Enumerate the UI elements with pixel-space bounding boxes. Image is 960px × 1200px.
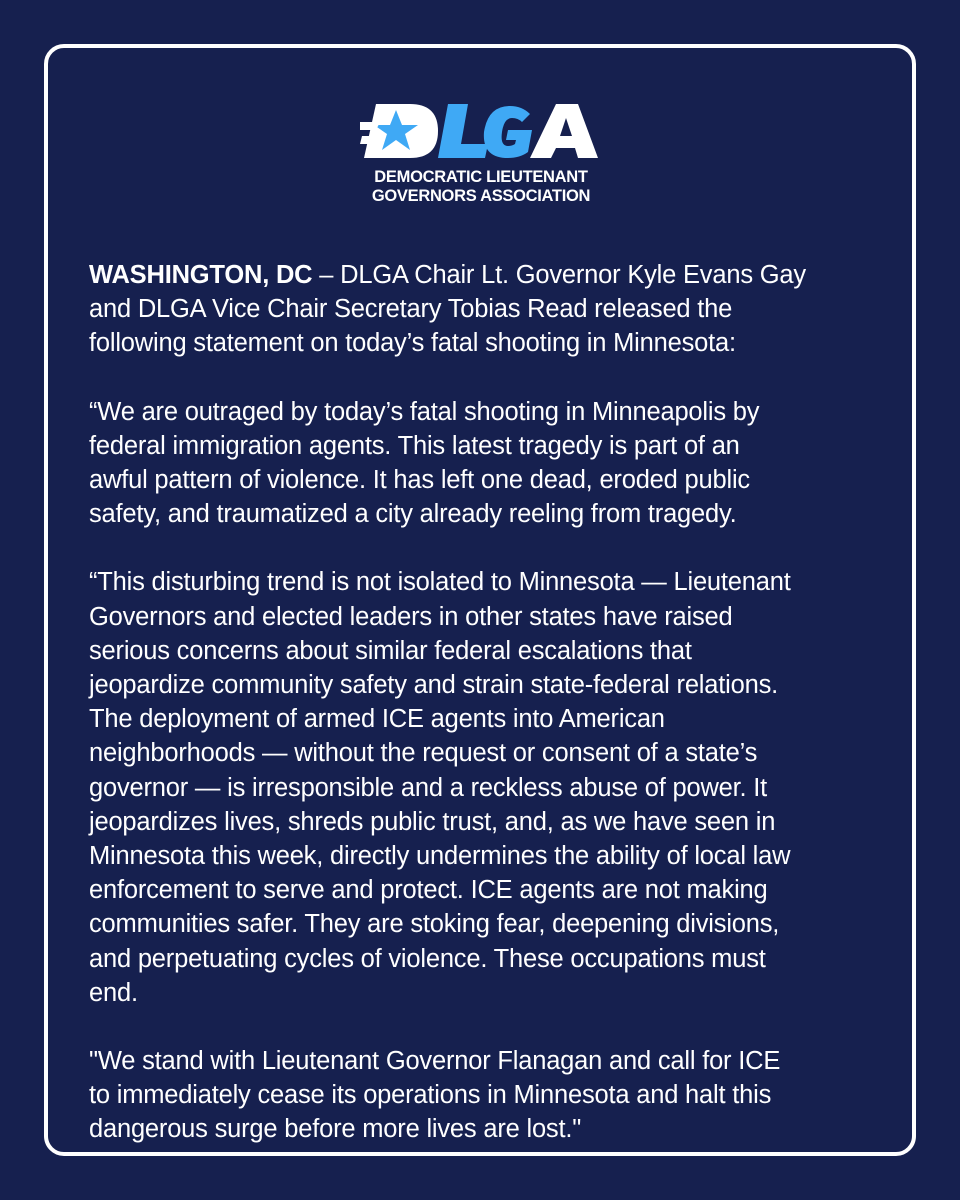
logo-letter-l: [438, 104, 488, 158]
statement-line: federal immigration agents. This latest tragedy is part of an: [89, 431, 740, 460]
statement-line: "We stand with Lieutenant Governor Flanagan and call for ICE: [89, 1047, 781, 1076]
statement-line: awful pattern of violence. It has left one dead, eroded public: [89, 466, 750, 495]
statement-line: WASHINGTON, DC – DLGA Chair Lt. Governor Kyle Evans Gay: [89, 261, 806, 289]
statement-line: following statement on today’s fatal shooting in Minnesota:: [89, 329, 736, 358]
dlga-wordmark: [360, 100, 602, 162]
statement-line: communities safer. They are stoking fear, deepening divisions,: [89, 910, 780, 939]
dateline: WASHINGTON, DC: [89, 261, 313, 289]
quote-paragraph-2: [89, 565, 879, 1010]
statement-line: and DLGA Vice Chair Secretary Tobias Read released the: [89, 295, 733, 324]
statement-line: dangerous surge before more lives are lost.": [89, 1115, 582, 1144]
logo-letter-g: [484, 106, 532, 158]
logo-wordmark-text: [360, 162, 361, 163]
statement-line: “This disturbing trend is not isolated to Minnesota — Lieutenant: [89, 568, 791, 597]
logo-subtitle-line: GOVERNORS ASSOCIATION: [371, 187, 591, 205]
statement-line: jeopardize community safety and strain state-federal relations.: [89, 671, 778, 700]
statement-line: “We are outraged by today’s fatal shooting in Minneapolis by: [89, 397, 760, 426]
press-statement: [89, 258, 879, 1147]
statement-intro-paragraph: [89, 258, 879, 361]
statement-line: enforcement to serve and protect. ICE agents are not making: [89, 876, 768, 905]
statement-line: The deployment of armed ICE agents into American: [89, 705, 665, 734]
statement-line: neighborhoods — without the request or consent of a state’s: [89, 739, 758, 768]
statement-line: jeopardizes lives, shreds public trust, and, as we have seen in: [89, 807, 776, 836]
statement-line: Governors and elected leaders in other states have raised: [89, 602, 733, 631]
statement-line: end.: [89, 978, 138, 1007]
statement-line: to immediately cease its operations in Minnesota and halt this: [89, 1081, 772, 1110]
statement-line: serious concerns about similar federal escalations that: [89, 636, 692, 665]
logo-subtitle-line: DEMOCRATIC LIEUTENANT: [374, 168, 588, 186]
statement-line: Minnesota this week, directly undermines the ability of local law: [89, 842, 791, 871]
quote-paragraph-1: [89, 395, 879, 532]
statement-line: governor — is irresponsible and a reckless abuse of power. It: [89, 773, 768, 802]
logo-subtitle: [360, 168, 602, 206]
statement-line: and perpetuating cycles of violence. These occupations must: [89, 944, 766, 973]
dlga-logo: [360, 100, 602, 210]
quote-paragraph-3: [89, 1044, 879, 1147]
statement-line: safety, and traumatized a city already reeling from tragedy.: [89, 500, 737, 529]
